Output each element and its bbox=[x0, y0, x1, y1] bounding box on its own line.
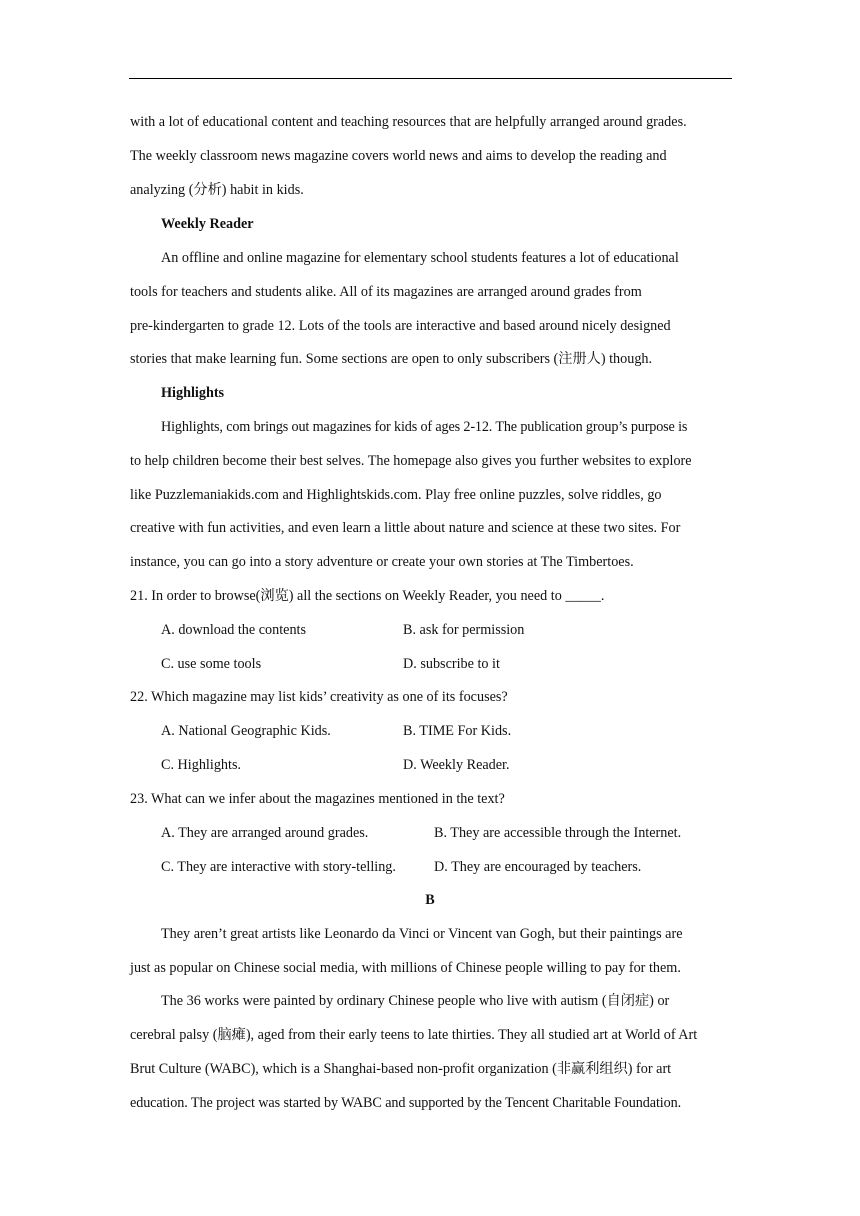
option-22-d: D. Weekly Reader. bbox=[403, 757, 510, 773]
passage-b-label: B bbox=[425, 892, 435, 908]
paragraph-line: just as popular on Chinese social media, with millions of Chinese people willing to pay for them. bbox=[130, 960, 681, 976]
option-22-c: C. Highlights. bbox=[161, 757, 242, 773]
header-rule bbox=[129, 78, 732, 79]
option-23-c: C. They are interactive with story-telling. bbox=[161, 859, 396, 875]
question-stem-21: 21. In order to browse(浏览) all the sections on Weekly Reader, you need to _____. bbox=[130, 588, 605, 604]
section-heading-weekly-reader: Weekly Reader bbox=[161, 216, 254, 232]
paragraph-line: with a lot of educational content and teaching resources that are helpfully arranged around grades. bbox=[130, 114, 687, 130]
paragraph-line: Highlights, com brings out magazines for kids of ages 2-12. The publication group’s purpose is bbox=[161, 419, 688, 435]
option-22-b: B. TIME For Kids. bbox=[403, 723, 512, 739]
paragraph-line: They aren’t great artists like Leonardo da Vinci or Vincent van Gogh, but their paintings are bbox=[161, 926, 683, 942]
paragraph-line: analyzing (分析) habit in kids. bbox=[130, 182, 304, 198]
paragraph-line: The weekly classroom news magazine covers world news and aims to develop the reading and bbox=[130, 148, 667, 164]
paragraph-line: The 36 works were painted by ordinary Chinese people who live with autism (自闭症) or bbox=[161, 993, 670, 1009]
paragraph-line: tools for teachers and students alike. All of its magazines are arranged around grades from bbox=[130, 284, 642, 300]
paragraph-line: An offline and online magazine for elementary school students features a lot of educational bbox=[161, 250, 679, 266]
option-23-a: A. They are arranged around grades. bbox=[161, 825, 369, 841]
question-stem-22: 22. Which magazine may list kids’ creativity as one of its focuses? bbox=[130, 689, 508, 705]
option-21-a: A. download the contents bbox=[161, 622, 306, 638]
section-heading-highlights: Highlights bbox=[161, 385, 225, 401]
paragraph-line: creative with fun activities, and even learn a little about nature and science at these two sites. For bbox=[130, 520, 681, 536]
option-23-d: D. They are encouraged by teachers. bbox=[434, 859, 642, 875]
option-21-d: D. subscribe to it bbox=[403, 656, 500, 672]
question-stem-23: 23. What can we infer about the magazines mentioned in the text? bbox=[130, 791, 505, 807]
option-21-c: C. use some tools bbox=[161, 656, 262, 672]
option-22-a: A. National Geographic Kids. bbox=[161, 723, 331, 739]
option-23-b: B. They are accessible through the Internet. bbox=[434, 825, 682, 841]
paragraph-line: Brut Culture (WABC), which is a Shanghai-based non-profit organization (非赢利组织) for art bbox=[130, 1061, 672, 1077]
option-21-b: B. ask for permission bbox=[403, 622, 525, 638]
paragraph-line: instance, you can go into a story adventure or create your own stories at The Timbertoes. bbox=[130, 554, 634, 570]
paragraph-line: pre-kindergarten to grade 12. Lots of the tools are interactive and based around nicely designed bbox=[130, 318, 671, 334]
paragraph-line: stories that make learning fun. Some sections are open to only subscribers (注册人) though. bbox=[130, 351, 653, 367]
paragraph-line: like Puzzlemaniakids.com and Highlightskids.com. Play free online puzzles, solve riddles, go bbox=[130, 487, 662, 503]
paragraph-line: to help children become their best selves. The homepage also gives you further websites to explore bbox=[130, 453, 692, 469]
paragraph-line: education. The project was started by WABC and supported by the Tencent Charitable Foundation. bbox=[130, 1095, 682, 1111]
paragraph-line: cerebral palsy (脑瘫), aged from their early teens to late thirties. They all studied art at World of Art bbox=[130, 1027, 698, 1043]
